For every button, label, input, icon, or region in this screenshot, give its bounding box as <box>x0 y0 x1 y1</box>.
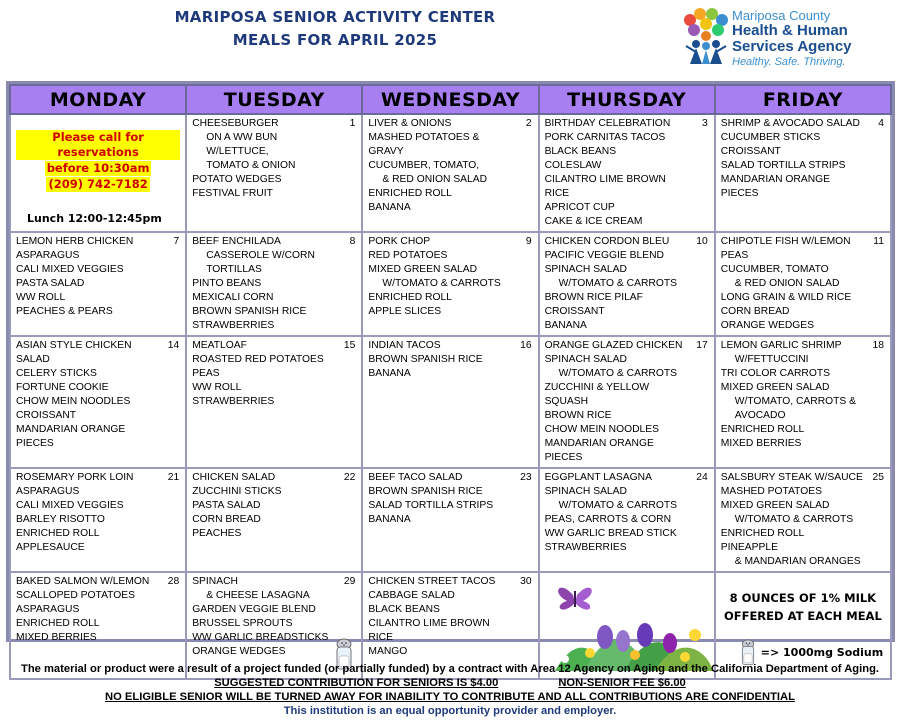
menu-item: POTATO WEDGES <box>192 174 282 185</box>
menu-item: BLACK BEANS <box>368 604 440 615</box>
menu-item: WW ROLL <box>16 292 66 303</box>
menu-item: ORANGE WEDGES <box>720 320 815 331</box>
menu-item: SPINACH <box>192 576 238 587</box>
menu-item: W/TOMATO & CARROTS <box>734 514 854 525</box>
day-cell <box>539 336 715 468</box>
menu-item: CUCUMBER, TOMATO <box>720 264 829 275</box>
menu-item: ENRICHED ROLL <box>16 528 100 539</box>
menu-item: CILANTRO LIME BROWN RICE <box>368 618 490 643</box>
day-number: 28 <box>167 576 180 587</box>
day-cell <box>539 114 715 232</box>
day-cell <box>539 468 715 572</box>
menu-item: WW ROLL <box>192 382 242 393</box>
day-cell <box>362 114 538 232</box>
menu-item: MASHED POTATOES & GRAVY <box>368 132 480 157</box>
menu-item: CORN BREAD <box>720 306 790 317</box>
week-row-4 <box>10 468 891 572</box>
menu-item: APRICOT CUP <box>544 202 615 213</box>
menu-item: WW GARLIC BREAD STICK <box>544 528 677 539</box>
menu-items <box>192 117 356 201</box>
non-senior-fee: NON-SENIOR FEE $6.00 <box>558 677 686 689</box>
menu-items <box>192 575 356 659</box>
menu-item: MANGO <box>368 646 408 657</box>
footer <box>0 662 900 718</box>
menu-item: LIVER & ONIONS <box>368 118 452 129</box>
menu-item: FORTUNE COOKIE <box>16 382 109 393</box>
day-cell <box>10 232 186 336</box>
menu-item: PORK CHOP <box>368 236 431 247</box>
menu-item: COLESLAW <box>544 160 602 171</box>
menu-item: & CHEESE LASAGNA <box>206 590 310 601</box>
menu-item: PORK CARNITAS TACOS <box>544 132 666 143</box>
day-number: 8 <box>349 236 356 247</box>
day-number: 3 <box>702 118 708 129</box>
day-number: 2 <box>525 118 532 129</box>
menu-item: W/TOMATO & CARROTS <box>558 500 677 511</box>
menu-item: SALSBURY STEAK W/SAUCE <box>720 472 863 483</box>
menu-item: BANANA <box>368 514 411 525</box>
menu-item: & RED ONION SALAD <box>734 278 840 289</box>
menu-item: & RED ONION SALAD <box>382 174 488 185</box>
title-line-2: MEALS FOR APRIL 2025 <box>232 31 438 49</box>
day-number: 10 <box>696 236 708 247</box>
menu-item: CHICKEN CORDON BLEU <box>544 236 670 247</box>
day-number: 1 <box>349 118 356 129</box>
header-wednesday: WEDNESDAY <box>362 85 538 114</box>
day-number: 22 <box>343 472 356 483</box>
equal-opportunity-note: This institution is an equal opportunity provider and employer. <box>283 705 617 717</box>
menu-item: MEXICALI CORN <box>192 292 274 303</box>
menu-item: MEATLOAF <box>192 340 247 351</box>
menu-item: BANANA <box>368 368 411 379</box>
menu-item: & MANDARIAN ORANGES <box>734 556 861 567</box>
day-number: 4 <box>878 118 884 129</box>
menu-item: BEEF TACO SALAD <box>368 472 463 483</box>
menu-item: CHICKEN SALAD <box>192 472 276 483</box>
menu-item: MASHED POTATOES <box>720 486 823 497</box>
menu-item: ON A WW BUN W/LETTUCE, <box>206 132 278 157</box>
menu-item: CUCUMBER, TOMATO, <box>368 160 480 171</box>
day-cell <box>362 232 538 336</box>
menu-item: TOMATO & ONION <box>206 160 296 171</box>
menu-items <box>545 117 709 229</box>
menu-item: PEACHES & PEARS <box>16 306 113 317</box>
menu-item: ASPARAGUS <box>16 250 80 261</box>
logo-county: Mariposa County <box>732 8 831 23</box>
menu-item: ASPARAGUS <box>16 604 80 615</box>
menu-item: APPLE SLICES <box>368 306 442 317</box>
menu-item: GARDEN VEGGIE BLEND <box>192 604 316 615</box>
day-number: 7 <box>173 236 180 247</box>
day-cell <box>362 336 538 468</box>
menu-item: SALAD TORTILLA STRIPS <box>368 500 494 511</box>
menu-item: ROASTED RED POTATOES <box>192 354 324 365</box>
menu-item: MANDARIAN ORANGE PIECES <box>16 424 126 449</box>
menu-item: CHICKEN STREET TACOS <box>368 576 496 587</box>
title-line-1: MARIPOSA SENIOR ACTIVITY CENTER <box>174 8 496 26</box>
day-number: 24 <box>696 472 708 483</box>
menu-item: ENRICHED ROLL <box>368 188 452 199</box>
menu-item: EGGPLANT LASAGNA <box>544 472 652 483</box>
menu-item: CROISSANT <box>16 410 77 421</box>
lunch-hours: Lunch 12:00-12:45pm <box>27 212 162 225</box>
day-cell <box>715 336 891 468</box>
menu-item: BROWN RICE <box>544 410 612 421</box>
menu-item: W/TOMATO & CARROTS <box>382 278 501 289</box>
menu-item: MANDARIAN ORANGE PIECES <box>720 174 831 199</box>
day-header-row <box>10 85 891 114</box>
menu-items <box>721 117 885 201</box>
menu-item: W/FETTUCCINI <box>734 354 809 365</box>
menu-item: CAKE & ICE CREAM <box>544 216 643 227</box>
milk-line-2: OFFERED AT EACH MEAL <box>723 609 882 623</box>
menu-items <box>368 117 532 215</box>
menu-items <box>545 339 709 465</box>
menu-item: W/TOMATO & CARROTS <box>558 278 677 289</box>
day-number: 9 <box>525 236 532 247</box>
menu-item: CHOW MEIN NOODLES <box>544 424 659 435</box>
menu-item: STRAWBERRIES <box>192 396 275 407</box>
menu-item: ZUCCHINI STICKS <box>192 486 282 497</box>
menu-item: MIXED BERRIES <box>16 632 97 643</box>
menu-item: BEEF ENCHILADA <box>192 236 281 247</box>
menu-items <box>192 235 356 333</box>
menu-item: APPLESAUCE <box>16 542 85 553</box>
header-friday: FRIDAY <box>715 85 891 114</box>
menu-item: CASSEROLE W/CORN <box>206 250 315 261</box>
header-tuesday: TUESDAY <box>186 85 362 114</box>
menu-item: BROWN SPANISH RICE <box>368 486 483 497</box>
menu-item: STRAWBERRIES <box>192 320 275 331</box>
menu-item: SPINACH SALAD <box>544 486 627 497</box>
menu-item: CHOW MEIN NOODLES <box>16 396 131 407</box>
menu-items <box>545 471 709 555</box>
menu-items <box>192 471 356 541</box>
day-number: 23 <box>520 472 532 483</box>
menu-item: CROISSANT <box>544 306 605 317</box>
menu-item: BARLEY RISOTTO <box>16 514 105 525</box>
day-cell <box>715 114 891 232</box>
meal-calendar <box>6 81 895 659</box>
day-number: 17 <box>696 340 708 351</box>
menu-item: ENRICHED ROLL <box>368 292 452 303</box>
menu-items <box>368 575 532 659</box>
menu-item: CHIPOTLE FISH W/LEMON <box>720 236 851 247</box>
menu-item: PASTA SALAD <box>192 500 261 511</box>
menu-item: ROSEMARY PORK LOIN <box>16 472 134 483</box>
menu-item: BRUSSEL SPROUTS <box>192 618 293 629</box>
menu-item: BROWN RICE PILAF <box>544 292 643 303</box>
menu-item: BIRTHDAY CELEBRATION <box>544 118 671 129</box>
day-cell <box>186 336 362 468</box>
day-cell <box>186 468 362 572</box>
day-number: 25 <box>872 472 884 483</box>
menu-item: CALI MIXED VEGGIES <box>16 500 124 511</box>
menu-item: TRI COLOR CARROTS <box>720 368 831 379</box>
menu-item: ENRICHED ROLL <box>720 424 805 435</box>
day-number: 11 <box>873 236 884 247</box>
eligibility-note: NO ELIGIBLE SENIOR WILL BE TURNED AWAY FOR INABILITY TO CONTRIBUTE AND ALL CONTRIBUTIONS ARE CONFIDENTIAL <box>105 691 795 703</box>
menu-items <box>368 471 532 527</box>
day-number: 30 <box>520 576 532 587</box>
page-title <box>120 6 550 52</box>
day-cell <box>186 232 362 336</box>
menu-item: CORN BREAD <box>192 514 261 525</box>
menu-item: AVOCADO <box>734 410 786 421</box>
menu-item: CHEESEBURGER <box>192 118 279 129</box>
menu-item: RED POTATOES <box>368 250 448 261</box>
menu-items <box>16 471 180 555</box>
menu-item: MIXED BERRIES <box>720 438 802 449</box>
logo-agency-line-2: Services Agency <box>732 38 852 55</box>
day-number: 15 <box>343 340 356 351</box>
funding-note: The material or product were a result of a project funded (or partially funded) by a contract with Area 12 Agency on Aging and the California Department of Aging. <box>20 663 880 675</box>
reservation-line-1: Please call for reservations <box>16 130 180 160</box>
menu-item: PEAS <box>192 368 220 379</box>
week-row-2 <box>10 232 891 336</box>
menu-item: BAKED SALMON W/LEMON <box>16 576 150 587</box>
menu-item: PEAS <box>720 250 749 261</box>
menu-items <box>16 575 180 645</box>
menu-item: CELERY STICKS <box>16 368 97 379</box>
menu-item: CALI MIXED VEGGIES <box>16 264 124 275</box>
menu-item: SPINACH SALAD <box>544 264 627 275</box>
day-number: 29 <box>343 576 356 587</box>
menu-item: LEMON HERB CHICKEN <box>16 236 134 247</box>
day-number: 14 <box>167 340 180 351</box>
day-cell <box>539 232 715 336</box>
calendar-table <box>9 84 892 680</box>
menu-items <box>721 471 885 569</box>
reservation-phone: (209) 742-7182 <box>48 177 148 191</box>
menu-item: PEAS, CARROTS & CORN <box>544 514 672 525</box>
menu-item: MIXED GREEN SALAD <box>368 264 478 275</box>
menu-item: MIXED GREEN SALAD <box>720 382 830 393</box>
day-number: 21 <box>167 472 180 483</box>
menu-item: TORTILLAS <box>206 264 262 275</box>
menu-item: BANANA <box>544 320 587 331</box>
menu-items <box>721 339 885 451</box>
logo-tagline: Healthy. Safe. Thriving. <box>732 56 846 68</box>
menu-items <box>16 339 180 451</box>
header-monday: MONDAY <box>10 85 186 114</box>
day-cell <box>715 232 891 336</box>
day-number: 18 <box>872 340 884 351</box>
menu-items <box>545 235 709 333</box>
menu-item: ENRICHED ROLL <box>720 528 805 539</box>
menu-item: CABBAGE SALAD <box>368 590 455 601</box>
agency-logo <box>680 6 880 68</box>
menu-item: BROWN SPANISH RICE <box>368 354 483 365</box>
senior-contribution: SUGGESTED CONTRIBUTION FOR SENIORS IS $4.00 <box>214 677 499 689</box>
menu-item: CROISSANT <box>720 146 781 157</box>
menu-item: BLACK BEANS <box>544 146 617 157</box>
day-cell <box>10 336 186 468</box>
menu-item: CILANTRO LIME BROWN RICE <box>544 174 666 199</box>
menu-items <box>16 235 180 319</box>
menu-item: SPINACH SALAD <box>544 354 627 365</box>
week-row-3 <box>10 336 891 468</box>
day-cell <box>10 468 186 572</box>
menu-item: STRAWBERRIES <box>544 542 627 553</box>
menu-item: MIXED GREEN SALAD <box>720 500 830 511</box>
menu-item: BANANA <box>368 202 411 213</box>
menu-item: PINTO BEANS <box>192 278 262 289</box>
menu-item: W/TOMATO, CARROTS & <box>734 396 857 407</box>
menu-item: PASTA SALAD <box>16 278 85 289</box>
sodium-note: => 1000mg Sodium <box>760 646 884 659</box>
logo-agency-line-1: Health & Human <box>732 22 848 39</box>
day-cell <box>715 468 891 572</box>
menu-item: SALAD TORTILLA STRIPS <box>720 160 846 171</box>
menu-item: PACIFIC VEGGIE BLEND <box>544 250 664 261</box>
reservation-cell <box>10 114 186 232</box>
menu-item: PINEAPPLE <box>720 542 778 553</box>
menu-item: ORANGE GLAZED CHICKEN <box>544 340 683 351</box>
menu-item: PEACHES <box>192 528 242 539</box>
menu-item: ORANGE WEDGES <box>192 646 286 657</box>
menu-item: ASPARAGUS <box>16 486 80 497</box>
menu-item: LEMON GARLIC SHRIMP <box>720 340 842 351</box>
menu-item: SHRIMP & AVOCADO SALAD <box>720 118 860 129</box>
menu-item: INDIAN TACOS <box>368 340 441 351</box>
week-row-1 <box>10 114 891 232</box>
menu-item: ASIAN STYLE CHICKEN SALAD <box>16 340 132 365</box>
menu-item: FESTIVAL FRUIT <box>192 188 273 199</box>
day-number: 16 <box>520 340 532 351</box>
menu-item: ENRICHED ROLL <box>16 618 100 629</box>
menu-item: SCALLOPED POTATOES <box>16 590 136 601</box>
menu-items <box>368 235 532 319</box>
header-thursday: THURSDAY <box>539 85 715 114</box>
butterfly-flowers-icon <box>545 575 715 671</box>
menu-item: BROWN SPANISH RICE <box>192 306 307 317</box>
menu-items <box>721 235 885 333</box>
menu-item: ZUCCHINI & YELLOW SQUASH <box>544 382 650 407</box>
reservation-line-2: before 10:30am <box>46 161 150 175</box>
menu-items <box>368 339 532 381</box>
menu-item: MANDARIAN ORANGE PIECES <box>544 438 654 463</box>
day-cell <box>186 114 362 232</box>
menu-item: LONG GRAIN & WILD RICE <box>720 292 852 303</box>
family-tree-icon <box>680 6 732 66</box>
menu-item: WW GARLIC BREADSTICKS <box>192 632 329 643</box>
menu-items <box>192 339 356 409</box>
milk-line-1: 8 OUNCES OF 1% MILK <box>729 591 877 605</box>
day-cell <box>362 468 538 572</box>
menu-item: CUCUMBER STICKS <box>720 132 821 143</box>
menu-item: W/TOMATO & CARROTS <box>558 368 677 379</box>
